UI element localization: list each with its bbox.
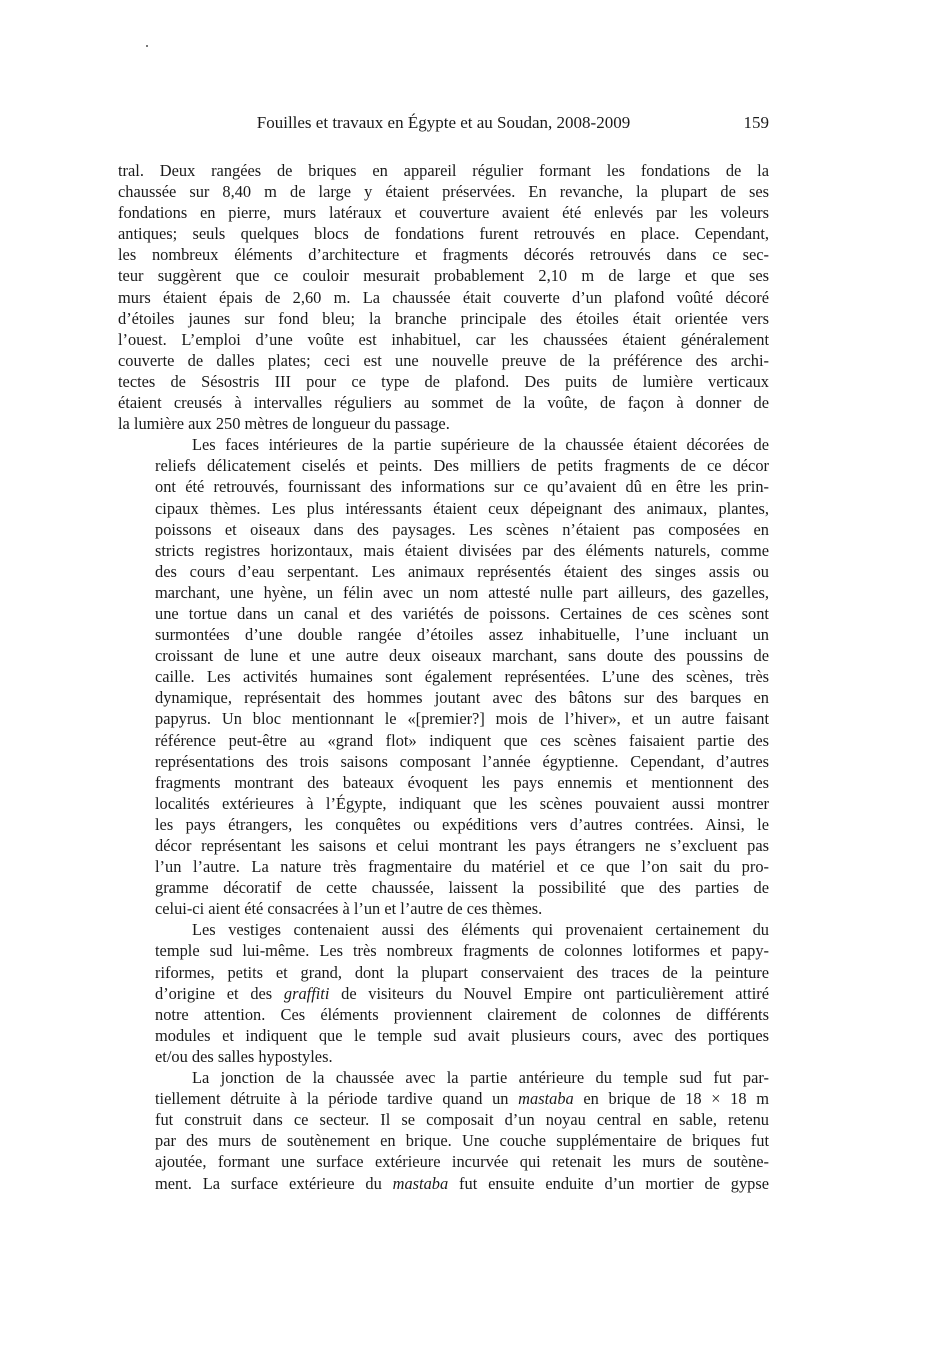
text-run: fut construit dans ce secteur. Il se composait d’un noyau central en sable, retenu	[155, 1110, 769, 1130]
text-run: cipaux thèmes. Les plus intéressants étaient ceux dépeignant des animaux, plantes,	[155, 498, 769, 518]
text-line	[118, 730, 769, 751]
text-run: poissons et oiseaux dans des paysages. Les scènes n’étaient pas composées en	[155, 519, 769, 539]
paragraph	[118, 434, 769, 919]
text-line	[118, 329, 769, 350]
page-number: 159	[743, 113, 769, 132]
text-run: teur suggèrent que ce couloir mesurait probablement 2,10 m de large et que ses	[118, 266, 769, 286]
text-line	[118, 519, 769, 540]
text-line	[118, 814, 769, 835]
text-run: Les faces intérieures de la partie supérieure de la chaussée étaient décorées de	[192, 435, 769, 455]
text-line	[118, 1046, 769, 1067]
text-run: l’ouest. L’emploi d’une voûte est inhabituel, car les chaussées étaient généralement	[118, 329, 769, 349]
text-run: modules et indiquent que le temple sud avait plusieurs cours, avec des portiques	[155, 1025, 769, 1045]
text-line	[118, 877, 769, 898]
text-run: antiques; seuls quelques blocs de fondations furent retrouvés en place. Cependant,	[118, 224, 769, 244]
italic-term: mastaba	[392, 1173, 449, 1193]
running-header	[118, 111, 769, 135]
text-line	[118, 835, 769, 856]
text-run: Les vestiges contenaient aussi des éléments qui provenaient certainement du	[192, 920, 769, 940]
text-run: marchant, une hyène, un félin avec un nom attesté nulle part ailleurs, des gazelles,	[155, 582, 769, 602]
text-line	[118, 624, 769, 645]
text-line	[118, 962, 769, 983]
text-line	[118, 582, 769, 603]
text-line	[118, 856, 769, 877]
text-line	[118, 476, 769, 497]
text-line	[118, 392, 769, 413]
text-line	[118, 793, 769, 814]
scan-speck	[146, 45, 148, 47]
text-run: stricts registres horizontaux, mais étaient divisées par des éléments naturels, comme	[155, 540, 769, 560]
text-run: étaient creusés à intervalles réguliers au sommet de la voûte, de façon à donner de	[118, 393, 769, 413]
text-line	[118, 919, 769, 940]
text-run: couverte de dalles plates; ceci est une nouvelle preuve de la préférence des archi-	[118, 350, 769, 370]
text-line	[118, 1173, 769, 1194]
text-run: fut ensuite enduite d’un mortier de gypse	[448, 1173, 769, 1193]
text-line	[118, 244, 769, 265]
text-run: dynamique, représentait des hommes joutant avec des bâtons sur des barques en	[155, 688, 769, 708]
body-text	[118, 160, 769, 1194]
paragraph	[118, 919, 769, 1067]
italic-term: mastaba	[518, 1089, 574, 1109]
text-run: croissant de lune et une autre deux oiseaux marchant, sans doute des poussins de	[155, 646, 769, 666]
text-run: représentations des trois saisons composant l’année égyptienne. Cependant, d’autres	[155, 751, 769, 771]
text-line	[118, 455, 769, 476]
text-run: et/ou des salles hypostyles.	[155, 1046, 333, 1066]
text-line	[118, 561, 769, 582]
paragraph	[118, 160, 769, 434]
text-line	[118, 898, 769, 919]
text-run: tectes de Sésostris III pour ce type de plafond. Des puits de lumière verticaux	[118, 371, 769, 391]
text-run: caille. Les activités humaines sont également représentées. L’une des scènes, très	[155, 667, 769, 687]
text-run: la lumière aux 250 mètres de longueur du passage.	[118, 414, 450, 434]
text-run: des cours d’eau serpentant. Les animaux représentés étaient des singes assis ou	[155, 561, 769, 581]
text-run: reliefs délicatement ciselés et peints. Des milliers de petits fragments de ce décor	[155, 456, 769, 476]
text-line	[118, 434, 769, 455]
text-line	[118, 1004, 769, 1025]
text-run: chaussée sur 8,40 m de large y étaient préservées. En revanche, la plupart de ses	[118, 182, 769, 202]
text-run: murs étaient épais de 2,60 m. La chaussée était couverte d’un plafond voûté décoré	[118, 287, 769, 307]
text-run: de visiteurs du Nouvel Empire ont particulièrement attiré	[329, 983, 769, 1003]
text-run: les pays étrangers, les conquêtes ou expéditions vers d’autres contrées. Ainsi, le	[155, 814, 769, 834]
text-run: les nombreux éléments d’architecture et fragments décorés retrouvés dans ce sec-	[118, 245, 769, 265]
text-run: fragments montrant des bateaux évoquent les pays ennemis et mentionnent des	[155, 772, 769, 792]
text-line	[118, 413, 769, 434]
text-line	[118, 350, 769, 371]
text-run: ment. La surface extérieure du	[155, 1173, 393, 1193]
text-run: notre attention. Ces éléments proviennent clairement de colonnes de différents	[155, 1004, 769, 1024]
text-line	[118, 645, 769, 666]
text-run: référence peut-être au «grand flot» indiquent que ces scènes faisaient partie des	[155, 730, 769, 750]
text-line	[118, 1088, 769, 1109]
text-run: par des murs de soutènement en brique. Une couche supplémentaire de briques fut	[155, 1131, 769, 1151]
text-line	[118, 751, 769, 772]
text-run: La jonction de la chaussée avec la partie antérieure du temple sud fut par-	[192, 1068, 769, 1088]
running-title: Fouilles et travaux en Égypte et au Soudan, 2008-2009	[256, 113, 631, 132]
text-line	[118, 308, 769, 329]
text-run: temple sud lui-même. Les très nombreux fragments de colonnes lotiformes et papy-	[155, 941, 769, 961]
text-line	[118, 940, 769, 961]
paragraph	[118, 1067, 769, 1194]
text-run: gramme décoratif de cette chaussée, laissent la possibilité que des parties de	[155, 878, 769, 898]
text-line	[118, 1025, 769, 1046]
text-line	[118, 772, 769, 793]
text-line	[118, 287, 769, 308]
text-run: tiellement détruite à la période tardive quand un	[155, 1089, 519, 1109]
text-run: surmontées d’une double rangée d’étoiles assez inhabituelle, l’une incluant un	[155, 625, 769, 645]
text-line	[118, 983, 769, 1004]
text-line	[118, 223, 769, 244]
text-line	[118, 202, 769, 223]
text-run: tral. Deux rangées de briques en appareil régulier formant les fondations de la	[118, 161, 769, 180]
text-line	[118, 1130, 769, 1151]
text-line	[118, 708, 769, 729]
text-run: localités extérieures à l’Égypte, indiquant que les scènes pouvaient aussi montrer	[155, 793, 769, 813]
text-line	[118, 498, 769, 519]
text-run: ont été retrouvés, fournissant des informations sur ce qu’avaient dû en être les prin-	[155, 477, 769, 497]
text-line	[118, 371, 769, 392]
text-line	[118, 687, 769, 708]
text-run: ajoutée, formant une surface extérieure incurvée qui retenait les murs de soutène-	[155, 1152, 769, 1172]
text-run: d’origine et des	[155, 983, 284, 1003]
text-run: en brique de 18 × 18 m	[573, 1089, 769, 1109]
text-line	[118, 1109, 769, 1130]
text-line	[118, 181, 769, 202]
text-run: papyrus. Un bloc mentionnant le «[premier?] mois de l’hiver», et un autre faisant	[155, 709, 769, 729]
text-line	[118, 1067, 769, 1088]
text-line	[118, 666, 769, 687]
text-run: fondations en pierre, murs latéraux et couverture avaient été enlevés par les voleurs	[118, 203, 769, 223]
text-run: riformes, petits et grand, dont la plupart conservaient des traces de la peinture	[155, 962, 769, 982]
text-run: l’un l’autre. La nature très fragmentaire du matériel et ce que l’on sait du pro-	[155, 857, 769, 877]
text-line	[118, 160, 769, 181]
text-line	[118, 265, 769, 286]
text-line	[118, 1151, 769, 1172]
italic-term: graffiti	[283, 983, 330, 1003]
text-run: une tortue dans un canal et des variétés de poissons. Certaines de ces scènes sont	[155, 603, 769, 623]
text-run: d’étoiles jaunes sur fond bleu; la branche principale des étoiles était orientée vers	[118, 308, 769, 328]
text-line	[118, 603, 769, 624]
text-run: décor représentant les saisons et celui montrant les pays étrangers ne s’excluent pas	[155, 836, 769, 855]
text-line	[118, 540, 769, 561]
text-run: celui-ci aient été consacrées à l’un et l’autre de ces thèmes.	[155, 899, 543, 919]
